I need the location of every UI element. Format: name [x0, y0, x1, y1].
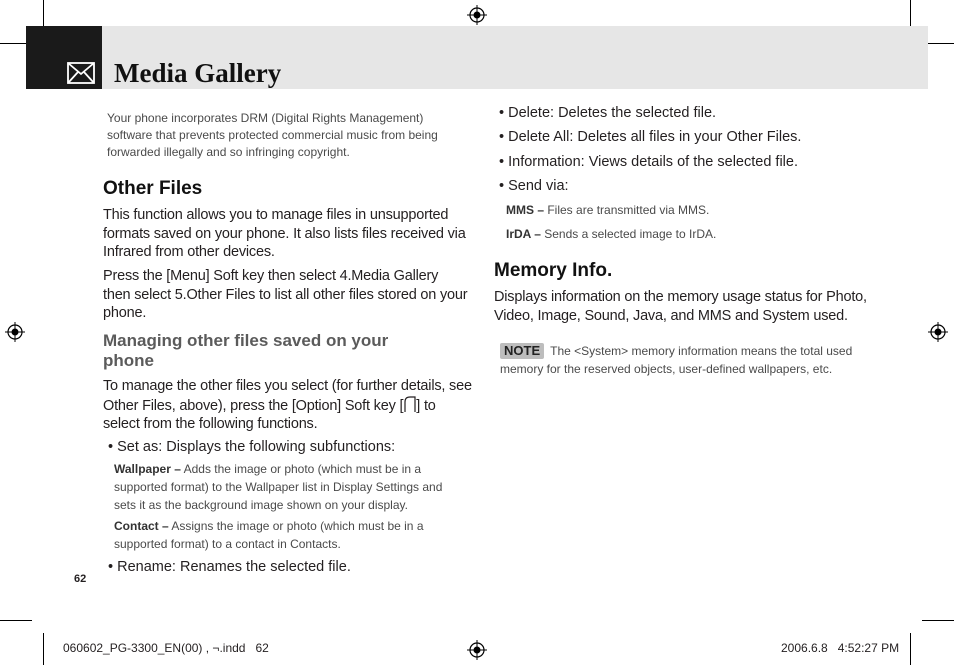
drm-note — [107, 110, 438, 161]
paragraph — [103, 206, 466, 262]
page-title: Media Gallery — [114, 58, 282, 88]
text-span: Sends a selected image to IrDA. — [540, 227, 717, 241]
crop-mark — [43, 633, 44, 665]
list-item: • Delete All: Deletes all files in your Other Files. — [499, 129, 802, 145]
text-line — [103, 396, 472, 416]
text-line: supported format) to the Wallpaper list in Display Settings and — [114, 480, 443, 494]
label: Contact – — [114, 519, 169, 533]
text-line: forwarded illegally and so infringing copyright. — [107, 145, 350, 159]
text-line — [114, 517, 424, 535]
crop-mark — [0, 620, 32, 621]
text-line: Video, Image, Sound, Java, and MMS and System used. — [494, 307, 848, 324]
text-line: Press the [Menu] Soft key then select 4.Media Gallery — [103, 268, 439, 284]
subfunction-contact — [114, 517, 424, 553]
note-badge: NOTE — [500, 343, 544, 359]
registration-mark-icon — [467, 5, 487, 25]
label: Wallpaper – — [114, 462, 181, 476]
memory-info-heading: Memory Info. — [494, 260, 613, 281]
text-line: Your phone incorporates DRM (Digital Rights Management) — [107, 111, 424, 125]
managing-heading — [103, 331, 388, 371]
text-line — [500, 342, 852, 360]
footer-file-info: 060602_PG-3300_EN(00) , ¬.indd 62 — [63, 641, 269, 655]
label: IrDA – — [506, 227, 541, 241]
registration-mark-icon — [5, 322, 25, 342]
footer-timestamp: 2006.6.8 4:52:27 PM — [781, 641, 900, 655]
option-softkey-icon — [403, 396, 416, 413]
text-line: To manage the other files you select (for further details, see — [103, 378, 472, 394]
other-files-heading: Other Files — [103, 178, 203, 199]
text-span: ] to — [416, 397, 436, 414]
paragraph — [103, 377, 472, 434]
envelope-icon — [67, 62, 95, 84]
text-line: Infrared from other devices. — [103, 244, 275, 260]
text-line: Managing other files saved on your — [103, 331, 389, 350]
text-span: Assigns the image or photo (which must be in a — [168, 519, 424, 533]
text-span: The <System> memory information means the total used — [550, 344, 853, 358]
list-item: • Set as: Displays the following subfunctions: — [108, 439, 396, 455]
text-span: Rename: Renames the selected file. — [117, 559, 351, 575]
text-line: formats saved on your phone. It also lists files received via — [103, 225, 466, 242]
subfunction-mms — [506, 201, 709, 219]
note-box — [500, 342, 852, 378]
text-span: Send via: — [508, 178, 569, 194]
text-span: Information: Views details of the selected file. — [508, 154, 798, 170]
text-line: This function allows you to manage files in unsupported — [103, 207, 449, 223]
crop-mark — [910, 633, 911, 665]
text-span: Other Files, above), press the [Option] Soft key [ — [103, 397, 404, 414]
text-line: memory for the reserved objects, user-defined wallpapers, etc. — [500, 362, 833, 376]
text-line: sets it as the background image shown on your display. — [114, 498, 408, 512]
paragraph — [494, 288, 867, 325]
list-item: • Delete: Deletes the selected file. — [499, 105, 717, 121]
list-item: • Information: Views details of the selected file. — [499, 154, 798, 170]
list-item: • Rename: Renames the selected file. — [108, 559, 351, 575]
text-span: Adds the image or photo (which must be in a — [180, 462, 422, 476]
text-line — [114, 460, 442, 478]
crop-mark — [922, 620, 954, 621]
text-line: Displays information on the memory usage status for Photo, — [494, 289, 867, 305]
text-span: Files are transmitted via MMS. — [544, 203, 710, 217]
text-line: supported format) to a contact in Contacts. — [114, 537, 341, 551]
text-line: then select 5.Other Files to list all other files stored on your — [103, 286, 468, 303]
subfunction-irda — [506, 225, 716, 243]
registration-mark-icon — [928, 322, 948, 342]
text-span: Delete: Deletes the selected file. — [508, 105, 717, 121]
text-line: phone — [103, 351, 154, 370]
paragraph — [103, 267, 467, 323]
label: MMS – — [506, 203, 545, 217]
text-span: Delete All: Deletes all files in your Other Files. — [508, 129, 802, 145]
registration-mark-icon — [467, 640, 487, 660]
page-number: 62 — [74, 573, 87, 585]
text-line: software that prevents protected commercial music from being — [107, 128, 438, 142]
text-span: Set as: Displays the following subfunctions: — [117, 439, 396, 455]
subfunction-wallpaper — [114, 460, 442, 514]
list-item: • Send via: — [499, 178, 569, 194]
text-line: phone. — [103, 305, 147, 321]
text-line: select from the following functions. — [103, 416, 318, 432]
